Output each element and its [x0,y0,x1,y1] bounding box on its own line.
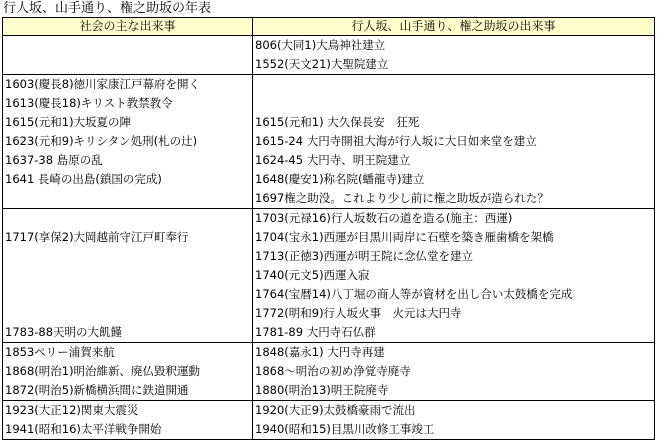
table-row [3,343,655,401]
event-line: 1740(元文5)西運入寂 [255,268,370,282]
event-line: 1941(昭和16)太平洋戦争開始 [5,422,162,436]
table-row [3,401,655,440]
event-line: 1624-45 大円寺、明王院建立 [255,153,411,167]
event-line: 1872(明治5)新橋横浜間に鉄道開通 [5,383,189,397]
event-line: 1703(元禄16)行人坂数石の道を造る(施主：西運) [255,211,513,225]
event-line: 1923(大正12)関東大震災 [5,403,139,417]
table-row [3,75,655,209]
local-cell [253,36,655,75]
event-line: 1853ペリー浦賀来航 [5,345,115,359]
event-line: 1637-38 島原の乱 [5,153,103,167]
event-line: 1615(元和1) 大久保長安 狂死 [255,115,420,129]
society-cell [3,401,253,440]
header-society-events: 社会の主な出来事 [3,18,253,36]
society-cell [3,209,253,343]
event-line: 1783-88天明の大飢饉 [5,325,123,339]
local-cell [253,75,655,209]
event-line: 1868(明治1)明治維新、廃仏毀釈運動 [5,364,201,378]
event-line: 1615(元和1)大坂夏の陣 [5,115,132,129]
local-cell [253,401,655,440]
event-line: 1648(慶安1)称名院(蟠龍寺)建立 [255,172,425,186]
event-line: 1697権之助没。これより少し前に権之助坂が造られた？ [255,191,549,205]
event-line: 1615-24 大円寺開祖大海が行人坂に大日如来堂を建立 [255,134,537,148]
event-line: 1613(慶長18)キリスト教禁教令 [5,96,173,110]
page-title: 行人坂、山手通り、権之助坂の年表 [3,1,212,16]
table-row [3,36,655,75]
local-cell [253,343,655,401]
event-line: 1848(嘉永1) 大円寺再建 [255,345,385,359]
header-row [3,18,655,36]
event-line: 1552(天文21)大聖院建立 [255,57,389,71]
header-local-events: 行人坂、山手通り、権之助坂の出来事 [253,18,655,36]
event-line: 1713(正徳3)西運が明王院に念仏堂を建立 [255,249,474,263]
event-line: 1641 長崎の出島(鎖国の完成) [5,172,162,186]
timeline-table [2,17,655,440]
local-cell [253,209,655,343]
society-cell [3,75,253,209]
event-line: 1940(昭和15)目黒川改修工事竣工 [255,422,435,436]
event-line: 1880(明治13)明王院廃寺 [255,383,389,397]
society-cell [3,36,253,75]
event-line: 1623(元和9)キリシタン処刑(札の辻) [5,134,198,148]
table-row [3,209,655,343]
event-line: 1920(大正9)太鼓橋豪雨で流出 [255,403,416,417]
event-line: 1704(宝永1)西運が目黒川両岸に石壁を築き雁歯橋を架橋 [255,230,554,244]
event-line: 1717(享保2)大岡越前守江戸町奉行 [5,230,189,244]
event-line: 1772(明和9)行人坂火事 火元は大円寺 [255,306,462,320]
event-line: 806(大同1)大鳥神社建立 [255,38,386,52]
event-line: 1781-89 大円寺石仏群 [255,325,376,339]
event-line: 1764(宝暦14)八丁堀の商人等が資材を出し合い太鼓橋を完成 [255,287,573,301]
event-line: 1603(慶長8)徳川家康江戸幕府を開く [5,77,201,91]
society-cell [3,343,253,401]
event-line: 1868～明治の初め浄覚寺廃寺 [255,364,411,378]
